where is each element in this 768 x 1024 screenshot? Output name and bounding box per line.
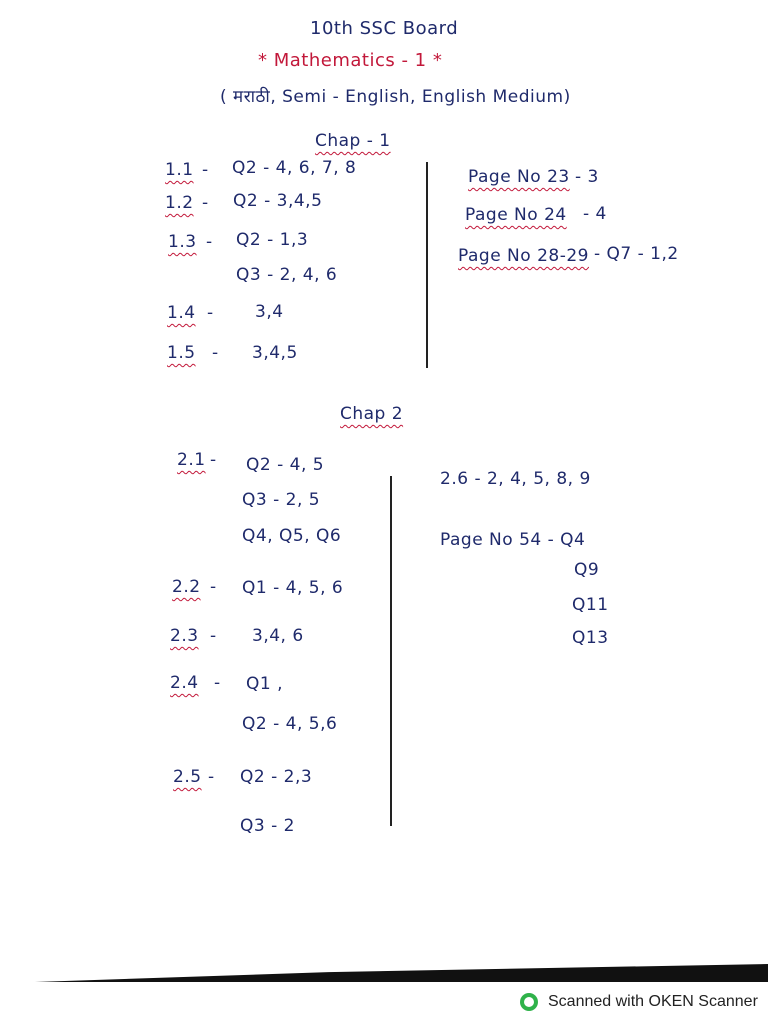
chap1-page-28-29-questions: - Q7 - 1,2 bbox=[594, 244, 679, 264]
chap2-page-54-q9: Q9 bbox=[574, 560, 600, 580]
chap1-sec-1-3-questions: Q2 - 1,3 bbox=[236, 230, 309, 250]
chap2-page-54-q13: Q13 bbox=[572, 628, 609, 648]
chap2-sec-2-2-questions: Q1 - 4, 5, 6 bbox=[242, 578, 344, 598]
scanner-watermark-text: Scanned with OKEN Scanner bbox=[548, 993, 758, 1010]
chap2-sec-2-4-q2: Q2 - 4, 5,6 bbox=[242, 714, 338, 734]
chap2-sec-2-5-q3: Q3 - 2 bbox=[240, 816, 295, 836]
chap1-page-28-29: Page No 28-29 bbox=[458, 246, 589, 266]
chap1-dash: - bbox=[202, 193, 209, 213]
chap2-sec-2-6: 2.6 - 2, 4, 5, 8, 9 bbox=[440, 469, 591, 489]
chap2-sec-2-4-q1: Q1 , bbox=[246, 674, 284, 694]
chap1-sec-1-4-questions: 3,4 bbox=[255, 302, 284, 322]
chap2-dash: - bbox=[214, 673, 221, 693]
chap2-title: Chap 2 bbox=[340, 404, 404, 424]
chap1-sec-1-5-questions: 3,4,5 bbox=[252, 343, 298, 363]
chap1-dash: - bbox=[207, 303, 214, 323]
page-edge-shadow bbox=[35, 964, 768, 982]
chap2-sec-2-5: 2.5 bbox=[173, 767, 202, 787]
chap2-sec-2-4: 2.4 bbox=[170, 673, 199, 693]
chap1-dash: - bbox=[202, 160, 209, 180]
oken-scanner-logo-icon bbox=[520, 993, 538, 1011]
scanner-watermark bbox=[520, 988, 758, 1016]
chap2-sec-2-3: 2.3 bbox=[170, 626, 199, 646]
chap2-dash: - bbox=[210, 450, 217, 470]
chap2-sec-2-1: 2.1 bbox=[177, 450, 206, 470]
chap1-sec-1-2: 1.2 bbox=[165, 193, 194, 213]
chap2-dash: - bbox=[208, 767, 215, 787]
chap2-sec-2-3-questions: 3,4, 6 bbox=[252, 626, 304, 646]
chap2-sec-2-1-questions: Q2 - 4, 5 bbox=[246, 455, 325, 475]
chap2-sec-2-2: 2.2 bbox=[172, 577, 201, 597]
chap1-page-23-questions: - 3 bbox=[575, 167, 599, 187]
chap1-sec-1-1: 1.1 bbox=[165, 160, 194, 180]
chap1-sec-1-4: 1.4 bbox=[167, 303, 196, 323]
chap2-dash: - bbox=[210, 626, 217, 646]
chap2-divider bbox=[390, 476, 392, 826]
chap2-sec-2-5-questions: Q2 - 2,3 bbox=[240, 767, 313, 787]
chap1-page-24-questions: - 4 bbox=[583, 204, 607, 224]
chap1-title: Chap - 1 bbox=[315, 131, 391, 151]
chap1-dash: - bbox=[212, 343, 219, 363]
chap1-dash: - bbox=[206, 232, 213, 252]
chap1-sec-1-3-q3: Q3 - 2, 4, 6 bbox=[236, 265, 338, 285]
chap2-page-54-q11: Q11 bbox=[572, 595, 609, 615]
chap1-sec-1-5: 1.5 bbox=[167, 343, 196, 363]
chap2-sec-2-1-q3: Q3 - 2, 5 bbox=[242, 490, 321, 510]
chap2-dash: - bbox=[210, 577, 217, 597]
chap1-sec-1-3: 1.3 bbox=[168, 232, 197, 252]
chap1-sec-1-1-questions: Q2 - 4, 6, 7, 8 bbox=[232, 158, 357, 178]
chap2-page-54: Page No 54 - Q4 bbox=[440, 530, 586, 550]
medium-note: ( मराठी, Semi - English, English Medium) bbox=[220, 87, 571, 107]
subject-title: * Mathematics - 1 * bbox=[258, 50, 443, 71]
chap1-page-23: Page No 23 bbox=[468, 167, 570, 187]
chap1-sec-1-2-questions: Q2 - 3,4,5 bbox=[233, 191, 323, 211]
chap1-divider bbox=[426, 162, 428, 368]
chap2-sec-2-1-q4-q6: Q4, Q5, Q6 bbox=[242, 526, 342, 546]
chap1-page-24: Page No 24 bbox=[465, 205, 567, 225]
board-title: 10th SSC Board bbox=[310, 18, 459, 39]
